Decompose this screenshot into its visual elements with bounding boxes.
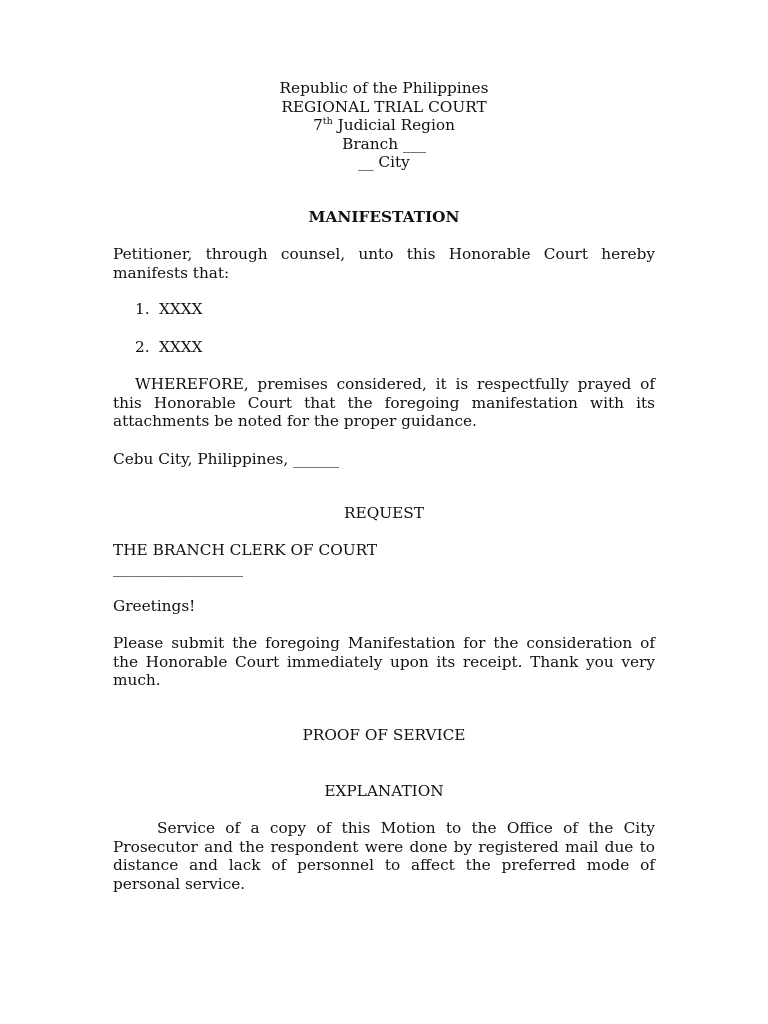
caption-region [113, 116, 655, 135]
request-greeting: Greetings! [113, 597, 196, 615]
list-item-number: 1. [135, 300, 150, 318]
list-item-text: XXXX [159, 300, 203, 318]
prayer-paragraph: WHEREFORE, premises considered, it is respectfully prayed of this Honorable Court that the foregoing manifestation with its attachments be noted for the proper guidance. [113, 375, 655, 431]
caption-city: __ City [358, 153, 410, 172]
caption-court: REGIONAL TRIAL COURT [281, 97, 487, 116]
list-item-text: XXXX [159, 338, 203, 356]
court-caption [113, 79, 655, 172]
request-addressee: THE BRANCH CLERK OF COURT [113, 541, 378, 559]
explanation-body: Service of a copy of this Motion to the Office of the City Prosecutor and the respondent were done by registered mail due to distance and lack of personnel to affect the preferred mode of personal service. [113, 819, 655, 893]
place-date: Cebu City, Philippines, ______ [113, 450, 340, 468]
list-item [135, 300, 655, 319]
request-title: REQUEST [344, 504, 424, 522]
caption-region-label: Judicial Region [332, 116, 455, 135]
request-body: Please submit the foregoing Manifestation for the consideration of the Honorable Court immediately upon its receipt. Thank you very much. [113, 634, 655, 690]
caption-branch: Branch ___ [342, 134, 426, 153]
caption-republic: Republic of the Philippines [279, 79, 489, 97]
manifestation-intro: Petitioner, through counsel, unto this Honorable Court hereby manifests that: [113, 245, 655, 282]
proof-of-service-title: PROOF OF SERVICE [302, 726, 466, 744]
request-addressee-line: _________________ [113, 559, 244, 577]
caption-region-number: 7 [313, 116, 323, 135]
caption-region-ordinal: th [322, 116, 333, 128]
explanation-title: EXPLANATION [324, 782, 444, 800]
list-item-number: 2. [135, 338, 150, 356]
manifestation-title: MANIFESTATION [308, 208, 460, 226]
list-item [135, 338, 655, 357]
